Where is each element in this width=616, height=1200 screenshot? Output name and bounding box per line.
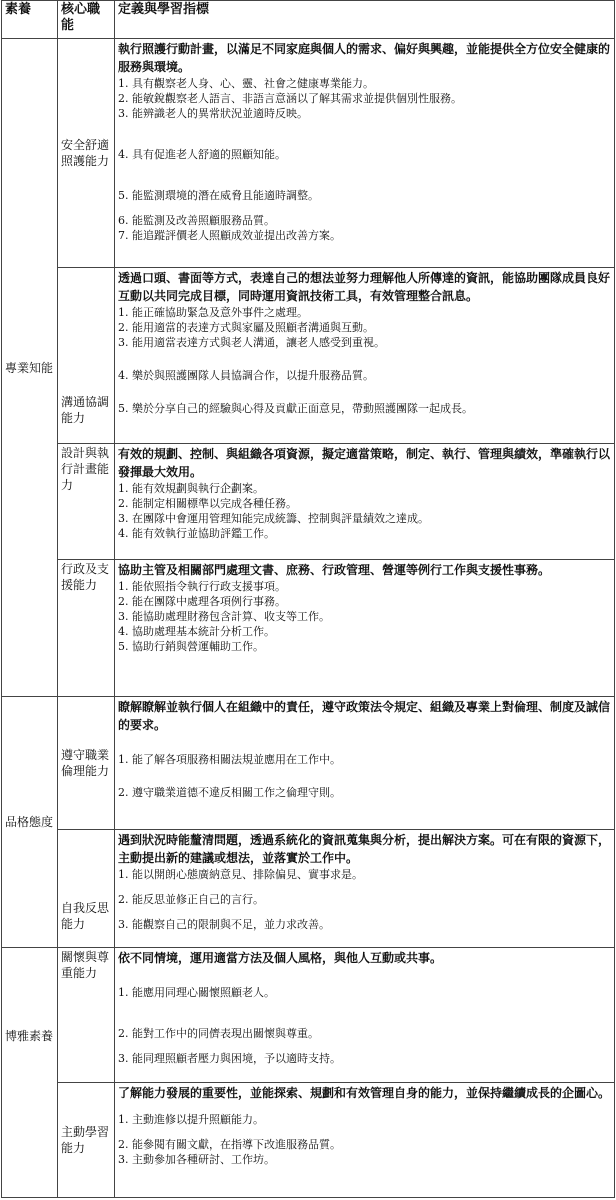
indicator-item: 3. 能同理照顧者壓力與困境，予以適時支持。	[118, 1052, 341, 1065]
indicator-item: 5. 能監測環境的潛在威脅且能適時調整。	[118, 189, 319, 202]
definition-text: 依不同情境，運用適當方法及個人風格，與他人互動或共事。	[118, 951, 443, 965]
indicator-item: 1. 能應用同理心關懷照顧老人。	[118, 986, 275, 999]
indicator-item: 3. 主動參加各種研討、工作坊。	[118, 1153, 275, 1166]
header-cell: 定義與學習指標	[115, 1, 615, 39]
definition-text: 有效的規劃、控制、與組織各項資源，擬定適當策略，制定、執行、管理與績效，準確執行以發揮最大效用。	[118, 447, 611, 479]
header-row	[2, 1, 615, 39]
indicator-item: 5. 協助行銷與營運輔助工作。	[118, 640, 264, 653]
table-row	[2, 830, 615, 948]
indicator-item: 3. 在團隊中會運用管理知能完成統籌、控制與評量績效之達成。	[118, 512, 429, 525]
indicator-item: 1. 主動進修以提升照顧能力。	[118, 1113, 264, 1126]
indicator-item: 1. 能正確協助緊急及意外事件之處理。	[118, 306, 308, 319]
definition-text: 瞭解瞭解並執行個人在組織中的責任，遵守政策法令規定、組織及專業上對倫理、制度及誠信的要求。	[118, 700, 611, 732]
indicator-item: 2. 遵守職業道德不違反相關工作之倫理守則。	[118, 786, 341, 799]
indicator-item: 1. 能以開朗心態廣納意見、排除偏見、實事求是。	[118, 868, 363, 881]
domain-cell: 品格態度	[2, 697, 58, 948]
competency-table	[1, 0, 615, 1198]
indicator-item: 3. 能辨識老人的異常狀況並適時反映。	[118, 107, 308, 120]
definition-text: 了解能力發展的重要性，並能探索、規劃和有效管理自身的能力，並保持繼續成長的企圖心。	[118, 1086, 611, 1100]
indicator-item: 6. 能監測及改善照顧服務品質。	[118, 214, 275, 227]
indicator-item: 2. 能參閱有關文獻，在指導下改進服務品質。	[118, 1138, 341, 1151]
indicator-item: 2. 能制定相關標準以完成各種任務。	[118, 497, 297, 510]
indicator-item: 3. 能用適當表達方式與老人溝通，讓老人感受到重視。	[118, 336, 385, 349]
definition-text: 執行照護行動計畫，以滿足不同家庭與個人的需求、偏好與興趣，並能提供全方位安全健康的服務與環境。	[118, 42, 611, 74]
competency-name: 自我反思能力	[58, 830, 115, 948]
indicator-item: 5. 樂於分享自己的經驗與心得及貢獻正面意見，帶動照護團隊一起成長。	[118, 402, 473, 415]
table-row	[2, 697, 615, 830]
indicator-item: 2. 能敏銳觀察老人語言、非語言意涵以了解其需求並提供個別性服務。	[118, 92, 462, 105]
indicator-item: 3. 能協助處理財務包含計算、收支等工作。	[118, 610, 330, 623]
table-row	[2, 444, 615, 560]
indicator-cell	[115, 830, 615, 948]
indicator-item: 1. 能有效規劃與執行企劃案。	[118, 482, 264, 495]
domain-cell: 博雅素養	[2, 948, 58, 1198]
table-row	[2, 560, 615, 697]
competency-name: 行政及支援能力	[58, 560, 115, 697]
indicator-item: 4. 能有效執行並協助評鑑工作。	[118, 527, 275, 540]
competency-name: 主動學習能力	[58, 1083, 115, 1198]
indicator-cell	[115, 697, 615, 830]
indicator-item: 3. 能觀察自己的限制與不足，並力求改善。	[118, 918, 330, 931]
domain-cell: 專業知能	[2, 39, 58, 697]
indicator-item: 1. 能依照指令執行行政支援事項。	[118, 580, 286, 593]
definition-text: 協助主管及相關部門處理文書、庶務、行政管理、營運等例行工作與支援性事務。	[118, 563, 551, 577]
definition-text: 遇到狀況時能釐清問題，透過系統化的資訊蒐集與分析，提出解決方案。可在有限的資源下，主動提出新的建議或想法，並落實於工作中。	[118, 833, 611, 865]
indicator-item: 2. 能在團隊中處理各項例行事務。	[118, 595, 286, 608]
header-cell: 素養	[2, 1, 58, 39]
table-row	[2, 268, 615, 444]
competency-name: 遵守職業倫理能力	[58, 697, 115, 830]
competency-name: 設計與執行計畫能力	[58, 444, 115, 560]
indicator-item: 1. 能了解各項服務相關法規並應用在工作中。	[118, 753, 341, 766]
table-row	[2, 948, 615, 1083]
indicator-item: 2. 能反思並修正自己的言行。	[118, 893, 264, 906]
table-row	[2, 1083, 615, 1198]
indicator-item: 2. 能用適當的表達方式與家屬及照顧者溝通與互動。	[118, 321, 374, 334]
competency-name: 溝通協調能力	[58, 268, 115, 444]
indicator-item: 1. 具有觀察老人身、心、靈、社會之健康專業能力。	[118, 77, 374, 90]
header-cell: 核心職能	[58, 1, 115, 39]
indicator-cell	[115, 268, 615, 444]
indicator-cell	[115, 39, 615, 268]
indicator-item: 7. 能追蹤評價老人照顧成效並提出改善方案。	[118, 229, 341, 242]
competency-name: 關懷與尊重能力	[58, 948, 115, 1083]
indicator-cell	[115, 560, 615, 697]
competency-name: 安全舒適照護能力	[58, 39, 115, 268]
indicator-cell	[115, 948, 615, 1083]
indicator-item: 2. 能對工作中的同儕表現出關懷與尊重。	[118, 1027, 319, 1040]
indicator-cell	[115, 444, 615, 560]
indicator-item: 4. 具有促進老人舒適的照顧知能。	[118, 148, 286, 161]
indicator-cell	[115, 1083, 615, 1198]
indicator-item: 4. 協助處理基本統計分析工作。	[118, 625, 275, 638]
table-row	[2, 39, 615, 268]
definition-text: 透過口頭、書面等方式，表達自己的想法並努力理解他人所傳達的資訊，能協助團隊成員良好互動以共同完成目標，同時運用資訊技術工具，有效管理整合訊息。	[118, 271, 611, 303]
indicator-item: 4. 樂於與照護團隊人員協調合作，以提升服務品質。	[118, 369, 374, 382]
